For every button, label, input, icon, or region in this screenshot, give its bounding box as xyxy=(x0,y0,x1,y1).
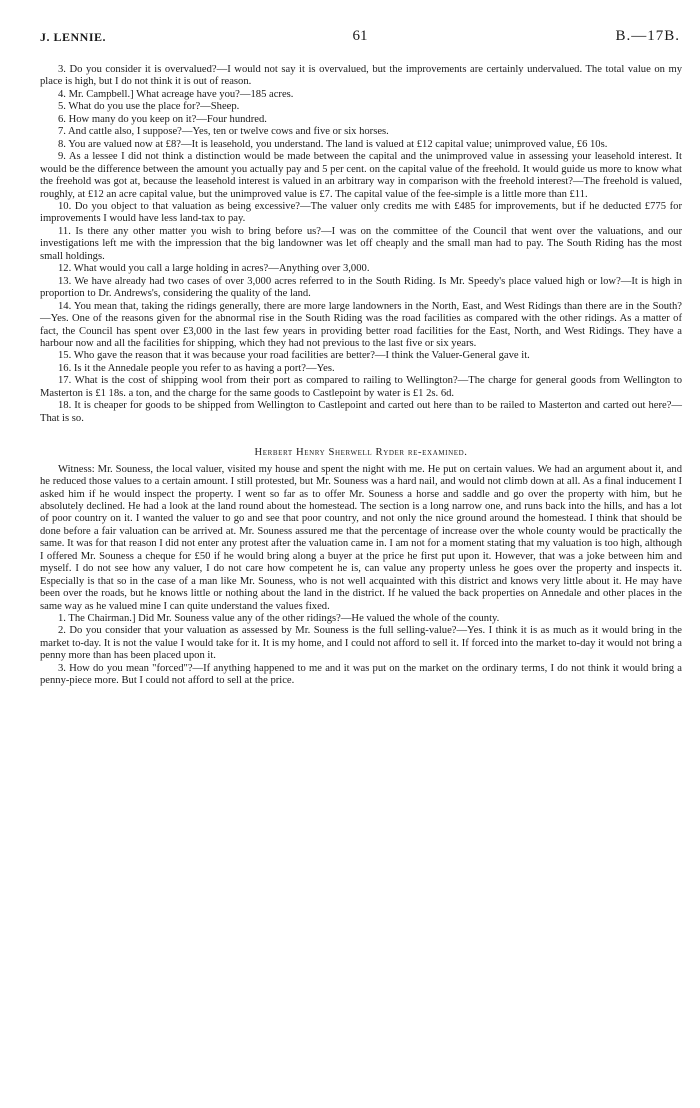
header-witness-name: J. LENNIE. xyxy=(40,30,107,44)
question-paragraph: 5. What do you use the place for?—Sheep. xyxy=(58,101,240,113)
question-paragraph: 4. Mr. Campbell.] What acreage have you?—185 acres. xyxy=(58,88,294,100)
paper-reference: B.—17B. xyxy=(615,28,680,44)
question-paragraph: 6. How many do you keep on it?—Four hundred. xyxy=(58,113,267,125)
question-paragraph: 1. The Chairman.] Did Mr. Souness value any of the other ridings?—He valued the whole of the county. xyxy=(58,613,500,625)
witness-statement: Witness: Mr. Souness, the local valuer, visited my house and spent the night with me. He put on certain values. We had an argument about it, and he reduced those values to a certain amount. I still protested, but Mr. Souness was a hard nail, and would not climb down at all. As a final inducement I asked him if he would inspect the property. I went so far as to offer Mr. Souness a horse and saddle and go over the property with him, but he absolutely declined. He had a look at the land round about the homestead. The section is a long narrow one, and runs back into the hills, and has a lot of poor country on it. I wanted the valuer to go and see that poor country, and not only the nice ground around the homestead. I think that should be done before a fair valuation can be arrived at. Mr. Souness assured me that the percentage of increase over the whole county would be practically the same. It was for that reason I did not enter any protest after the valuation came in. I am not for a moment stating that my valuation is too high, although I offered Mr. Souness a cheque for £50 if he would bring along a buyer at the price he first put upon it. However, that was a joke between him and myself. I do not see how any valuer, I do not care how competent he is, can value any property unless he goes over the property and inspects it. Especially is that so in the case of a man like Mr. Souness, who is not well acquainted with this district and knows very little about it. He may have been over the roads, but he knows little or nothing about the land in the district. If he valued the back properties on Annedale and other places in the same way as he valued mine I can quite understand the values fixed. xyxy=(40,463,682,612)
question-paragraph: 14. You mean that, taking the ridings generally, there are more large landowners in the North, East, and West Ridings than there are in the South?—Yes. One of the reasons given for the abnormal rise in the South Riding was the road facilities as compared with the other ridings. As a matter of fact, the Council has spent over £3,000 in the last few years in providing better road facilities for the East, North, and West Ridings. They have a harbour now and all the facilities for shipping, which they had not previous to the last five or six years. xyxy=(40,300,682,349)
question-paragraph: 7. And cattle also, I suppose?—Yes, ten or twelve cows and five or six horses. xyxy=(58,126,389,138)
question-paragraph: 18. It is cheaper for goods to be shipped from Wellington to Castlepoint and carted out here than to be railed to Masterton and carted out here?—That is so. xyxy=(40,400,682,424)
question-paragraph: 16. Is it the Annedale people you refer to as having a port?—Yes. xyxy=(58,362,335,374)
question-paragraph: 10. Do you object to that valuation as being excessive?—The valuer only credits me with £485 for improvements, but if he deducted £775 for improvements I would have less land-tax to pay. xyxy=(40,200,682,225)
question-paragraph: 3. Do you consider it is overvalued?—I would not say it is overvalued, but the improvements are certainly undervalued. The total value on my place is high, but I do not think it is out of reason. xyxy=(40,64,682,88)
body-text xyxy=(40,64,682,688)
question-paragraph: 3. How do you mean "forced"?—If anything happened to me and it was put on the market on the ordinary terms, I do not think it would bring a penny-piece more. But I could not afford to sell at the price. xyxy=(40,662,682,687)
page-number: 61 xyxy=(352,28,368,44)
question-paragraph: 13. We have already had two cases of over 3,000 acres referred to in the South Riding. Is Mr. Speedy's place valued high or low?—It is high in proportion to Dr. Andrews's, considering the quality of the land. xyxy=(40,275,682,300)
question-paragraph: 9. As a lessee I did not think a distinction would be made between the capital and the unimproved value in assessing your leasehold interest. It would be the difference between the amount you actually pay and 5 per cent. on the capital value of the freehold. It would guide us more to know what the freehold was got at, because the leasehold interest is valued in an arbitrary way in comparison with the freehold interest?—The freehold is valued, roughly, at £12 an acre capital value, but the unimproved value is £7. The capital value of the fee-simple is a little more than £11. xyxy=(40,151,682,200)
question-paragraph: 15. Who gave the reason that it was because your road facilities are better?—I think the Valuer-General gave it. xyxy=(58,350,530,362)
question-paragraph: 8. You are valued now at £8?—It is leasehold, you understand. The land is valued at £12 capital value; unimproved value, £6 10s. xyxy=(58,138,608,150)
question-paragraph: 12. What would you call a large holding in acres?—Anything over 3,000. xyxy=(58,263,370,275)
question-paragraph: 2. Do you consider that your valuation as assessed by Mr. Souness is the full selling-value?—Yes. I think it is as much as it would bring in the market to-day. It is not the value I would take for it. It is my home, and I could not afford to sell it. If forced into the market to-day it would not bring a penny more than has been placed upon it. xyxy=(40,625,682,662)
question-paragraph: 11. Is there any other matter you wish to bring before us?—I was on the committee of the Council that went over the valuations, and our investigations left me with the impression that the big landowner was let off cheaply and the small man had to pay. The South Riding has the most small holdings. xyxy=(40,225,682,262)
page-header xyxy=(40,28,680,48)
witness-heading: Herbert Henry Sherwell Ryder re-examined. xyxy=(254,447,468,459)
question-paragraph: 17. What is the cost of shipping wool from their port as compared to railing to Wellington?—The charge for general goods from Wellington to Masterton is £1 18s. a ton, and the charge for the same goods to Castlepoint by water is £1 2s. 6d. xyxy=(40,375,682,399)
